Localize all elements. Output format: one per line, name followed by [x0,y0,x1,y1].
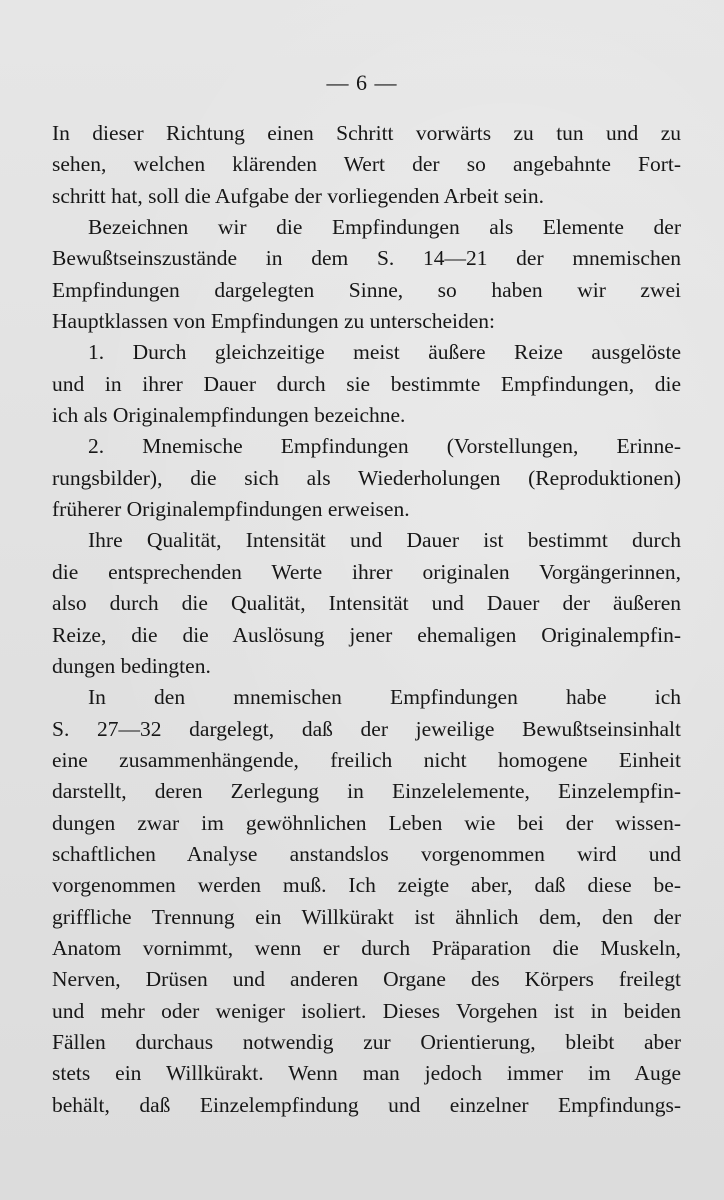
text-line: Hauptklassen von Empfindungen zu unterscheiden: [52,309,496,334]
text-line: die entsprechenden Werte ihrer originalen Vorgängerinnen, [52,559,681,584]
text-line: vorgenommen werden muß. Ich zeigte aber, daß diese be- [52,873,681,898]
text-line: 1. Durch gleichzeitige meist äußere Reize ausgelöste [88,340,681,365]
text-line: stets ein Willkürakt. Wenn man jedoch immer im Auge [52,1061,681,1086]
text-line: darstellt, deren Zerlegung in Einzelelemente, Einzelempfin- [52,779,681,804]
text-line: Bewußtseinszustände in dem S. 14—21 der mnemischen [52,246,681,271]
text-line: ich als Originalempfindungen bezeichne. [52,403,406,428]
text-line: S. 27—32 dargelegt, daß der jeweilige Bewußtseinsinhalt [52,716,681,741]
text-line: und mehr oder weniger isoliert. Dieses Vorgehen ist in beiden [52,998,681,1023]
text-line: schritt hat, soll die Aufgabe der vorliegenden Arbeit sein. [52,183,544,208]
text-line: und in ihrer Dauer durch sie bestimmte Empfindungen, die [52,371,681,396]
text-line: In dieser Richtung einen Schritt vorwärts zu tun und zu [52,121,681,145]
page-number: — 6 — [326,70,398,95]
text-line: dungen zwar im gewöhnlichen Leben wie bei der wissen- [52,810,681,835]
text-line: Fällen durchaus notwendig zur Orientierung, bleibt aber [52,1029,681,1054]
text-line: sehen, welchen klärenden Wert der so angebahnte Fort- [52,152,681,177]
text-line: Reize, die die Auslösung jener ehemaligen Originalempfin- [52,622,681,647]
text-line: eine zusammenhängende, freilich nicht homogene Einheit [52,747,681,772]
text-line: schaftlichen Analyse anstandslos vorgenommen wird und [52,841,681,866]
body-text [52,118,681,1121]
text-line: rungsbilder), die sich als Wiederholungen (Reproduktionen) [52,465,681,490]
text-line: In den mnemischen Empfindungen habe ich [88,685,681,710]
text-line: Ihre Qualität, Intensität und Dauer ist bestimmt durch [88,528,681,553]
text-line: Bezeichnen wir die Empfindungen als Elemente der [88,215,681,240]
text-line: früherer Originalempfindungen erweisen. [52,497,410,522]
text-line: griffliche Trennung ein Willkürakt ist ähnlich dem, den der [52,904,681,929]
text-line: also durch die Qualität, Intensität und Dauer der äußeren [52,591,681,616]
text-line: Nerven, Drüsen und anderen Organe des Körpers freilegt [52,967,681,992]
text-line: Empfindungen dargelegten Sinne, so haben wir zwei [52,277,681,302]
text-line: 2. Mnemische Empfindungen (Vorstellungen, Erinne- [88,434,681,459]
text-line: dungen bedingten. [52,653,211,678]
text-line: Anatom vornimmt, wenn er durch Präparation die Muskeln, [52,935,681,960]
text-line: behält, daß Einzelempfindung und einzelner Empfindungs- [52,1092,681,1117]
